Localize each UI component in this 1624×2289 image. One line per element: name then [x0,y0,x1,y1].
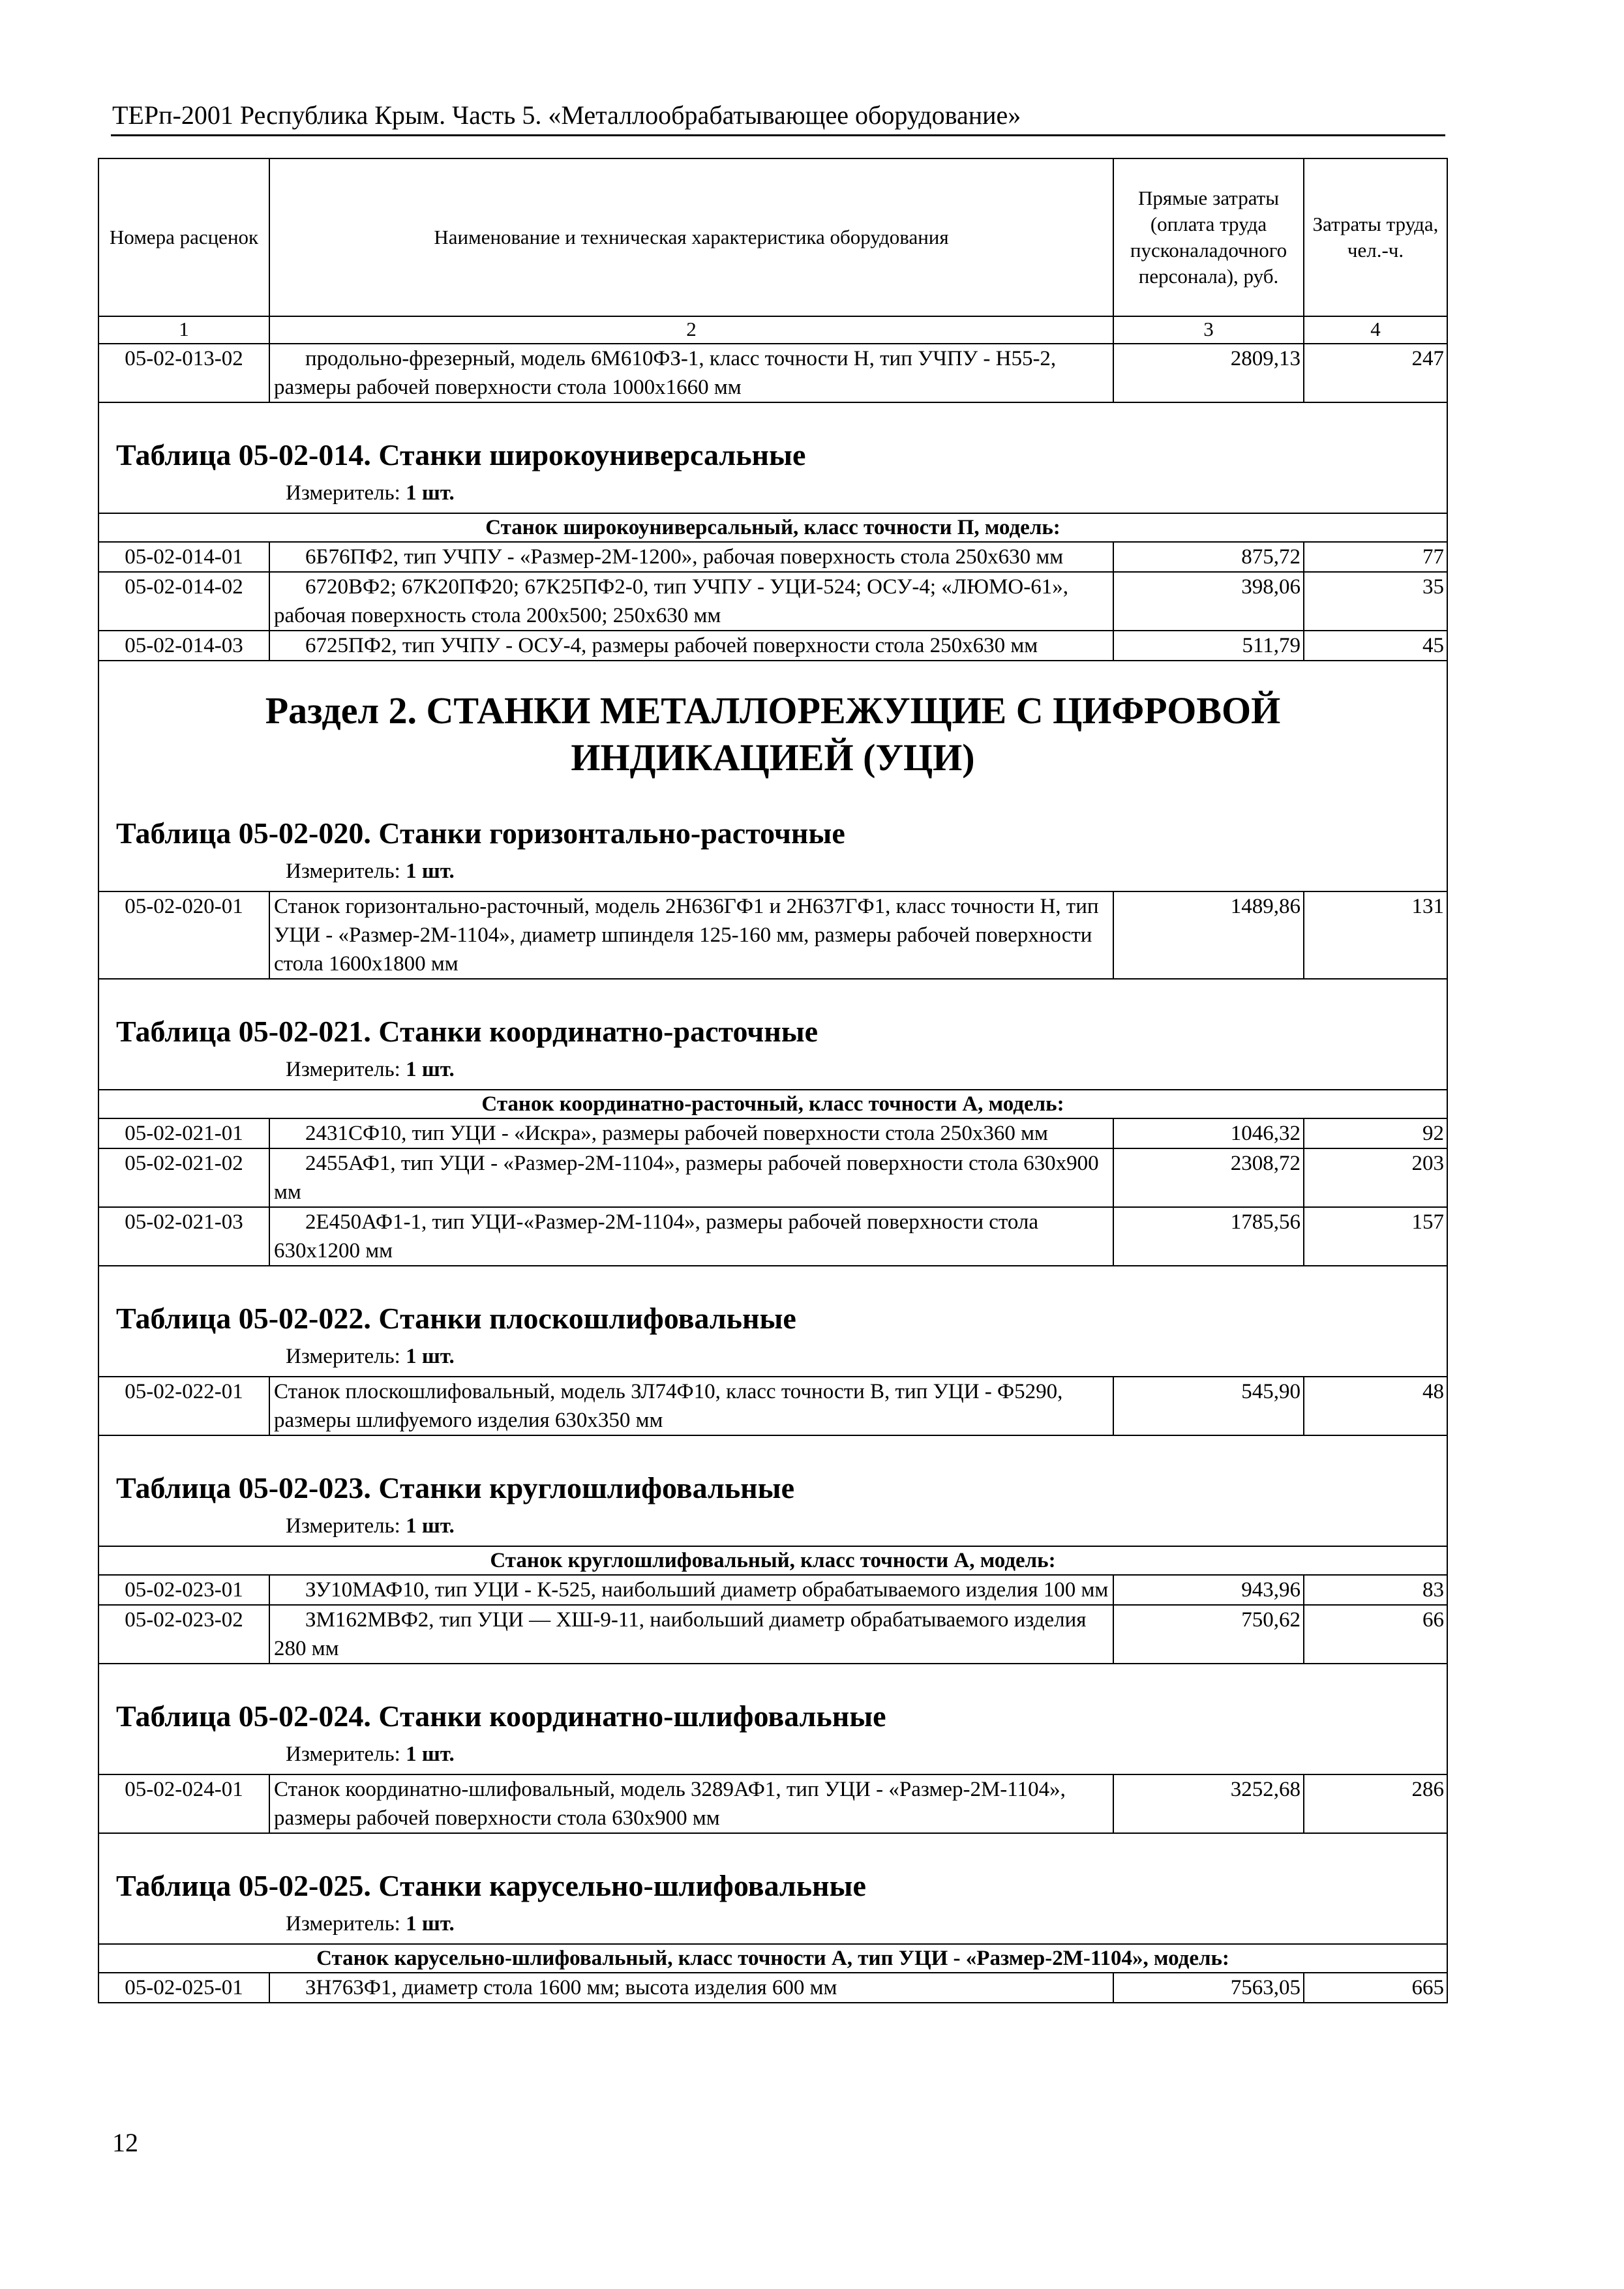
rate-code: 05-02-014-01 [98,542,269,572]
col-header-cost: Прямые затраты (оплата труда пусконаладочного персонала), руб. [1113,158,1304,316]
col-number: 4 [1304,316,1447,344]
rate-cost: 943,96 [1113,1575,1304,1605]
table-title: Таблица 05-02-020. Станки горизонтально-расточные [116,816,845,850]
rate-description: ЗН763Ф1, диаметр стола 1600 мм; высота изделия 600 мм [305,1976,837,1999]
group-label: Станок координатно-расточный, класс точности А, модель: [98,1090,1447,1118]
page-header-title: ТЕРп-2001 Республика Крым. Часть 5. «Металлообрабатывающее оборудование» [112,100,1021,130]
table-title: Таблица 05-02-021. Станки координатно-расточные [116,1015,819,1048]
rate-code: 05-02-025-01 [98,1973,269,2003]
table-row [98,344,1447,402]
col-number: 2 [269,316,1113,344]
table-title: Таблица 05-02-025. Станки карусельно-шлифовальные [116,1869,866,1902]
rates-table-frame [98,158,1447,2003]
rate-description: ЗУ10МАФ10, тип УЦИ - К-525, наибольший диаметр обрабатываемого изделия 100 мм [305,1578,1109,1602]
rate-labor: 131 [1304,891,1447,979]
section-title: Раздел 2. СТАНКИ МЕТАЛЛОРЕЖУЩИЕ С ЦИФРОВОЙ ИНДИКАЦИЕЙ (УЦИ) [265,689,1281,779]
meter-line: Измеритель: 1 шт. [286,1912,455,1936]
table-header-row [98,158,1447,316]
table-section-024 [98,1664,1447,1774]
rate-code: 05-02-014-03 [98,631,269,661]
page-number: 12 [112,2128,138,2157]
table-title: Таблица 05-02-014. Станки широкоуниверсальные [116,438,806,471]
table-section-022 [98,1266,1447,1377]
rate-code: 05-02-014-02 [98,572,269,631]
col-number: 1 [98,316,269,344]
col-header-name: Наименование и техническая характеристика оборудования [269,158,1113,316]
rate-labor: 66 [1304,1605,1447,1664]
col-number: 3 [1113,316,1304,344]
meter-value: 1 шт. [406,1912,455,1936]
rate-labor: 83 [1304,1575,1447,1605]
rate-labor: 77 [1304,542,1447,572]
rate-code: 05-02-023-02 [98,1605,269,1664]
table-section-014 [98,402,1447,513]
meter-value: 1 шт. [406,860,455,883]
meter-value: 1 шт. [406,1743,455,1766]
header-rule [111,134,1445,136]
group-row [98,513,1447,542]
table-section-021 [98,979,1447,1090]
group-label: Станок карусельно-шлифовальный, класс точности А, тип УЦИ - «Размер-2М-1104», модель: [98,1944,1447,1973]
group-row [98,1944,1447,1973]
rate-code: 05-02-021-01 [98,1118,269,1148]
rate-labor: 286 [1304,1774,1447,1833]
rate-code: 05-02-024-01 [98,1774,269,1833]
rate-cost: 7563,05 [1113,1973,1304,2003]
table-title: Таблица 05-02-024. Станки координатно-шлифовальные [116,1699,886,1733]
rate-cost: 3252,68 [1113,1774,1304,1833]
rate-labor: 203 [1304,1148,1447,1207]
group-row [98,1546,1447,1575]
rates-table [98,158,1448,2003]
column-number-row [98,316,1447,344]
rate-labor: 35 [1304,572,1447,631]
col-header-labor: Затраты труда, чел.-ч. [1304,158,1447,316]
rate-labor: 45 [1304,631,1447,661]
meter-value: 1 шт. [406,481,455,505]
table-section-020 [98,661,1447,891]
meter-value: 1 шт. [406,1514,455,1538]
rate-code: 05-02-013-02 [98,344,269,402]
rate-description: 6Б76ПФ2, тип УЧПУ - «Размер-2М-1200», рабочая поверхность стола 250х630 мм [305,545,1064,569]
table-section-025 [98,1833,1447,1944]
meter-line: Измеритель: 1 шт. [286,1345,455,1368]
group-row [98,1090,1447,1118]
table-row [98,631,1447,661]
rate-description: Станок горизонтально-расточный, модель 2Н636ГФ1 и 2Н637ГФ1, класс точности Н, тип УЦИ - «Размер-2М-1104», диаметр шпинделя 125-160 мм, размеры рабочей поверхности стола 1600х1800 мм [269,891,1113,979]
rate-description: 6725ПФ2, тип УЧПУ - ОСУ-4, размеры рабочей поверхности стола 250х630 мм [305,634,1038,657]
rate-cost: 1785,56 [1113,1207,1304,1266]
table-row [98,572,1447,631]
rate-description: ЗМ162МВФ2, тип УЦИ — ХШ-9-11, наибольший диаметр обрабатываемого изделия 280 мм [274,1608,1087,1660]
rate-cost: 1046,32 [1113,1118,1304,1148]
rate-description: Станок плоскошлифовальный, модель ЗЛ74Ф10, класс точности В, тип УЦИ - Ф5290, размеры шлифуемого изделия 630х350 мм [269,1377,1113,1435]
rate-description: продольно-фрезерный, модель 6М610ФЗ-1, класс точности Н, тип УЧПУ - Н55-2, размеры рабочей поверхности стола 1000х1660 мм [274,347,1057,399]
rate-cost: 545,90 [1113,1377,1304,1435]
meter-line: Измеритель: 1 шт. [286,860,455,883]
rate-labor: 92 [1304,1118,1447,1148]
group-label: Станок круглошлифовальный, класс точности А, модель: [98,1546,1447,1575]
rate-cost: 750,62 [1113,1605,1304,1664]
table-row [98,1118,1447,1148]
rate-cost: 875,72 [1113,542,1304,572]
table-title: Таблица 05-02-023. Станки круглошлифовальные [116,1471,795,1504]
rate-description: 2431СФ10, тип УЦИ - «Искра», размеры рабочей поверхности стола 250х360 мм [305,1122,1048,1145]
table-section-023 [98,1435,1447,1546]
rate-description: 2455АФ1, тип УЦИ - «Размер-2М-1104», размеры рабочей поверхности стола 630х900 мм [274,1152,1099,1204]
rate-description: Станок координатно-шлифовальный, модель 3289АФ1, тип УЦИ - «Размер-2М-1104», размеры рабочей поверхности стола 630х900 мм [269,1774,1113,1833]
meter-value: 1 шт. [406,1058,455,1081]
table-row [98,542,1447,572]
table-row [98,1575,1447,1605]
table-row [98,1605,1447,1664]
rate-code: 05-02-021-03 [98,1207,269,1266]
table-row [98,891,1447,979]
rate-labor: 48 [1304,1377,1447,1435]
rate-code: 05-02-023-01 [98,1575,269,1605]
rate-cost: 1489,86 [1113,891,1304,979]
meter-line: Измеритель: 1 шт. [286,1514,455,1538]
group-label: Станок широкоуниверсальный, класс точности П, модель: [98,513,1447,542]
table-row [98,1207,1447,1266]
rate-labor: 665 [1304,1973,1447,2003]
rate-cost: 398,06 [1113,572,1304,631]
col-header-code: Номера расценок [98,158,269,316]
rate-code: 05-02-020-01 [98,891,269,979]
rate-labor: 247 [1304,344,1447,402]
rate-code: 05-02-021-02 [98,1148,269,1207]
rate-labor: 157 [1304,1207,1447,1266]
rate-cost: 2308,72 [1113,1148,1304,1207]
rate-description: 6720ВФ2; 67К20ПФ20; 67К25ПФ2-0, тип УЧПУ - УЦИ-524; ОСУ-4; «ЛЮМО-61», рабочая поверхность стола 200х500; 250х630 мм [274,575,1068,627]
table-row [98,1148,1447,1207]
meter-line: Измеритель: 1 шт. [286,1743,455,1766]
table-row [98,1774,1447,1833]
rate-cost: 511,79 [1113,631,1304,661]
table-title: Таблица 05-02-022. Станки плоскошлифовальные [116,1302,796,1335]
table-row [98,1973,1447,2003]
rate-code: 05-02-022-01 [98,1377,269,1435]
rate-description: 2Е450АФ1-1, тип УЦИ-«Размер-2М-1104», размеры рабочей поверхности стола 630х1200 мм [274,1210,1039,1263]
meter-value: 1 шт. [406,1345,455,1368]
rate-cost: 2809,13 [1113,344,1304,402]
table-row [98,1377,1447,1435]
meter-line: Измеритель: 1 шт. [286,481,455,505]
meter-line: Измеритель: 1 шт. [286,1058,455,1081]
